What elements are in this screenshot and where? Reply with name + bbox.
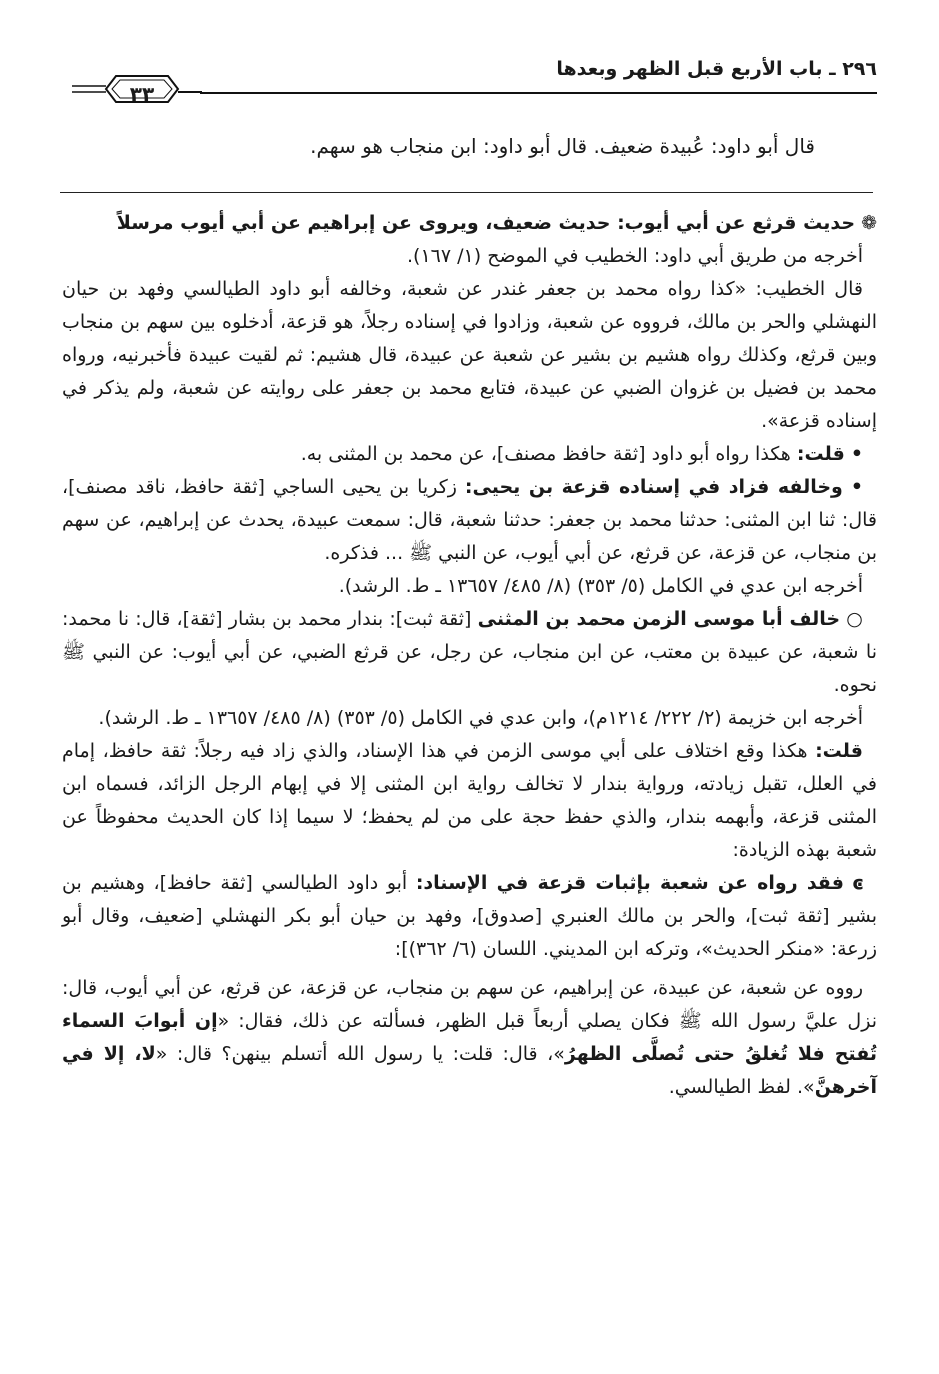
paragraph: أخرجه ابن عدي في الكامل (٥/ ٣٥٣) (٨/ ٤٨٥/ ١٣٦٥٧ ـ ط. الرشد).: [338, 575, 863, 597]
paragraph: قال الخطيب: «كذا رواه محمد بن جعفر غندر عن شعبة، وخالفه أبو داود الطيالسي وفهد بن حيان النهشلي والحر بن مالك، فرووه عن شعبة، وزادوا في إسناده رجلاً، هو قزعة، أدخلوه بين سهم بن منجاب وبين قرثع، وكذلك رواه هشيم بن بشير عن شعبة عن عبيدة، قال هشيم: ثم لقيت عبيدة فأخبرنيه، ورواه محمد بن فضيل بن غزوان الضبي عن عبيدة، فتابع محمد بن جعفر على روايته عن شعبة، ولم يذكر في إسناده قزعة».: [62, 278, 877, 432]
section-rule: [60, 192, 873, 193]
paragraph: رووه عن شعبة، عن عبيدة، عن إبراهيم، عن سهم بن منجاب، عن قزعة، عن قرثع، عن أبي أيوب، قال: نزل عليَّ رسول الله ﷺ فكان يصلي أربعاً قبل الظهر، فسألته عن ذلك، فقال: «إن أبوابَ السماء تُفتح فلا تُغلقُ حتى تُصلَّى الظهرُ»، قال: قلت: يا رسول الله أتسلم بينهن؟ قال: «لا، إلا في آخرهنَّ». لفظ الطيالسي.: [62, 977, 878, 1098]
paragraph: ○ خالف أبا موسى الزمن محمد بن المثنى [ثقة ثبت]: بندار محمد بن بشار [ثقة]، قال: نا محمد: نا شعبة، عن عبيدة بن معتب، عن ابن منجاب، عن رجل، عن قرثع الضبي، عن أبي أيوب: عن النبي ﷺ نحوه.: [62, 608, 877, 696]
hadith-quote: لا، إلا في آخرهنَّ: [62, 1043, 877, 1098]
paragraph: أخرجه ابن خزيمة (٢/ ٢٢٢/ ١٢١٤م)، وابن عدي في الكامل (٥/ ٣٥٣) (٨/ ٤٨٥/ ١٣٦٥٧ ـ ط. الرشد).: [98, 707, 863, 729]
running-title: ٢٩٦ ـ باب الأربع قبل الظهر وبعدها: [556, 58, 877, 80]
header-rule: [200, 92, 877, 94]
continued-footnote-line: قال أبو داود: عُبيدة ضعيف. قال أبو داود: ابن منجاب هو سهم.: [310, 134, 815, 158]
paragraph: • قلت: هكذا رواه أبو داود [ثقة حافظ مصنف]، عن محمد بن المثنى به.: [300, 443, 863, 465]
paragraph: ͼ فقد رواه عن شعبة بإثبات قزعة في الإسناد: أبو داود الطيالسي [ثقة حافظ]، وهشيم بن بشير [ثقة ثبت]، والحر بن مالك العنبري [صدوق]، وفهد بن حيان أبو بكر النهشلي [ضعيف، وقال أبو زرعة: «منكر الحديث»، وتركه ابن المديني. اللسان (٦/ ٣٦٢)]:: [62, 872, 877, 960]
hadith-heading: ❁ حديث قرثع عن أبي أيوب: حديث ضعيف، ويروى عن إبراهيم عن أبي أيوب مرسلاً: [116, 212, 877, 234]
bullet-icon: •: [850, 443, 863, 465]
bullet-icon: •: [850, 476, 863, 498]
paragraph: • وخالفه فزاد في إسناده قزعة بن يحيى: زكريا بن يحيى الساجي [ثقة حافظ، ناقد مصنف]، قال: ثنا ابن المثنى: حدثنا محمد بن جعفر: حدثنا شعبة، قال: سمعت عبيدة، يحدث عن إبراهيم، عن سهم بن منجاب، عن قزعة، عن قرثع، عن أبي أيوب، عن النبي ﷺ ... فذكره.: [62, 476, 877, 564]
paragraph: أخرجه من طريق أبي داود: الخطيب في الموضح (١/ ١٦٧).: [407, 245, 863, 267]
page-number-frame: [72, 68, 202, 110]
hadith-quote: إن أبوابَ السماء تُفتح فلا تُغلقُ حتى تُصلَّى الظهرُ: [62, 1010, 878, 1065]
paragraph: قلت: هكذا وقع اختلاف على أبي موسى الزمن في هذا الإسناد، والذي زاد فيه رجلاً: ثقة حافظ، إمام في العلل، تقبل زيادته، ورواية بندار لا تخالف رواية ابن المثنى إلا في إبهام الرجل الزائد، فسماه ابن المثنى قزعة، وأبهمه بندار، والذي حفظ حجة على من لم يحفظ؛ لا سيما إذا كان الحديث محفوظاً عن شعبة بهذه الزيادة:: [62, 740, 877, 861]
page-header: [72, 58, 877, 108]
main-text: [62, 207, 877, 1104]
circle-marker-icon: ○: [846, 608, 863, 630]
page-number: ٣٣: [129, 82, 155, 106]
section-marker-icon: ͼ: [852, 872, 863, 894]
flower-marker-icon: ❁: [861, 212, 877, 234]
